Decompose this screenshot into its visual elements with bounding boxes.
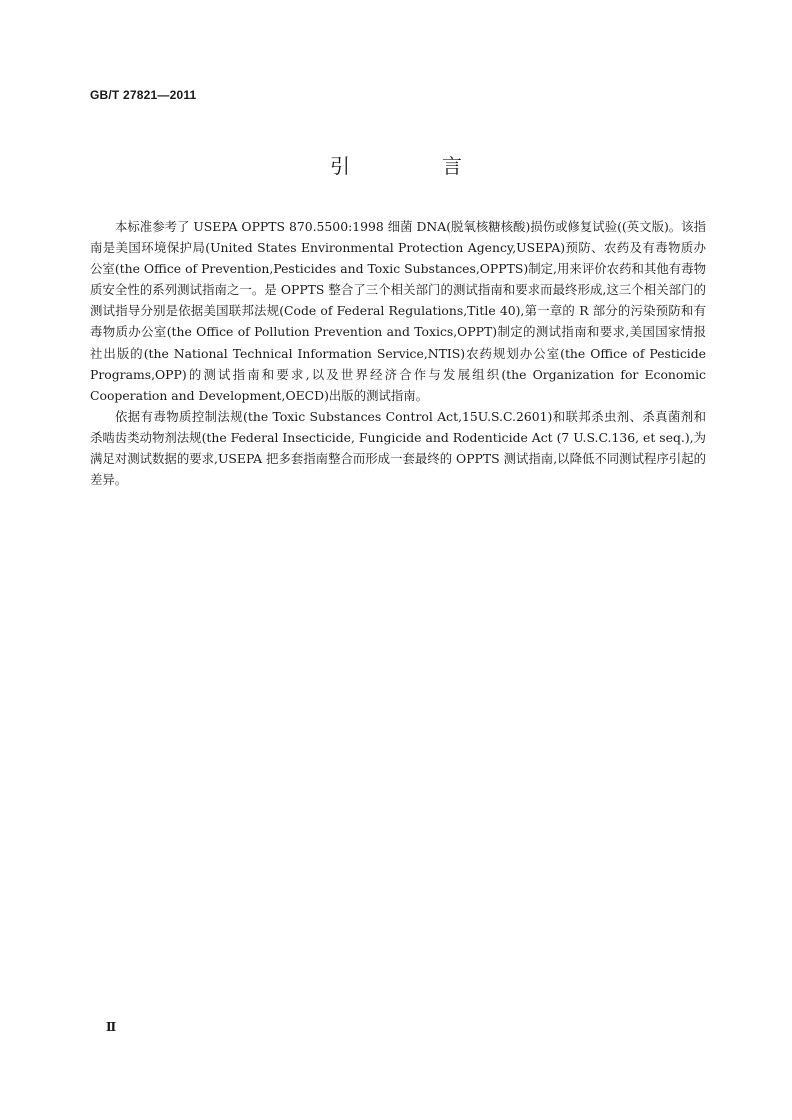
document-body (90, 216, 706, 490)
page-number: Ⅱ (106, 1020, 117, 1034)
paragraph-1: 本标准参考了 USEPA OPPTS 870.5500:1998 细菌 DNA(脱氧核糖核酸)损伤或修复试验((英文版)。该指南是美国环境保护局(United States Environmental Protection Agency,USEPA)预防、农药及有毒物质办公室(the Office of Prevention,Pesticides and Toxic Substances,OPPTS)制定,用来评价农药和其他有毒物质安全性的系列测试指南之一。是 OPPTS 整合了三个相关部门的测试指南和要求而最终形成,这三个相关部门的测试指导分别是依据美国联邦法规(Code of Federal Regulations,Title 40),第一章的 R 部分的污染预防和有毒物质办公室(the Office of Pollution Prevention and Toxics,OPPT)制定的测试指南和要求,美国国家情报社出版的(the National Technical Information Service,NTIS)农药规划办公室(the Office of Pesticide Programs,OPP)的测试指南和要求,以及世界经济合作与发展组织(the Organization for Economic Cooperation and Development,OECD)出版的测试指南。 (90, 219, 706, 403)
page-title: 引 言 (330, 154, 498, 178)
paragraph-2: 依据有毒物质控制法规(the Toxic Substances Control Act,15U.S.C.2601)和联邦杀虫剂、杀真菌剂和杀啮齿类动物剂法规(the Federal Insecticide, Fungicide and Rodenticide Act (7 U.S.C.136, et seq.),为满足对测试数据的要求,USEPA 把多套指南整合而形成一套最终的 OPPTS 测试指南,以降低不同测试程序引起的差异。 (90, 408, 706, 488)
standard-code: GB/T 27821—2011 (90, 88, 197, 102)
